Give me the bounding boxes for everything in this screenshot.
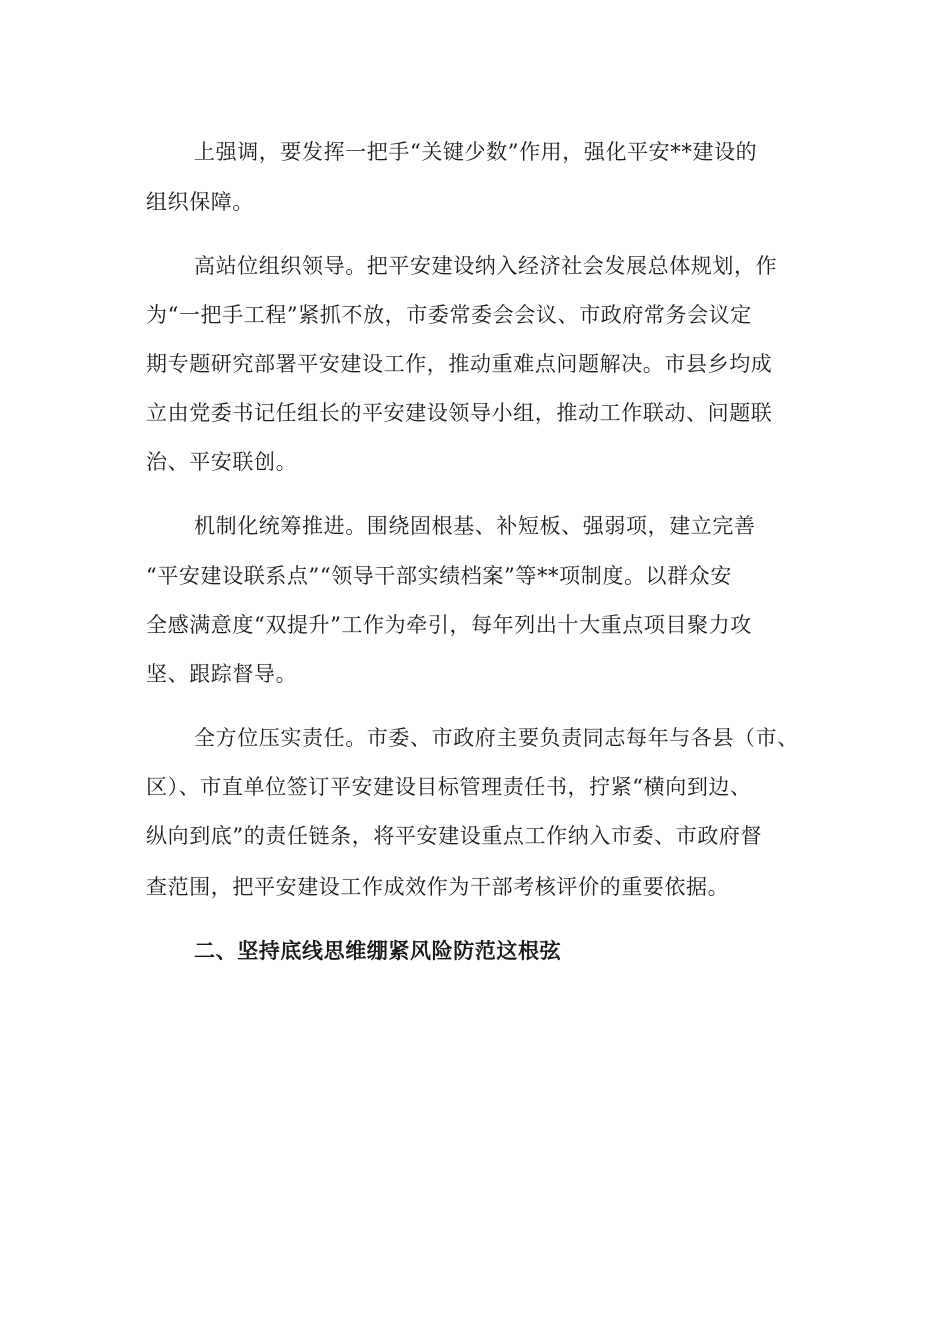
paragraph-4-line-1: 全方位压实责任。市委、市政府主要负责同志每年与各县（市、 [194,726,799,750]
paragraph-4-line-3: 纵向到底”的责任链条，将平安建设重点工作纳入市委、市政府督 [146,824,763,848]
paragraph-3-line-2: “平安建设联系点”“领导干部实绩档案”等**项制度。以群众安 [146,564,732,588]
paragraph-4-line-4: 查范围，把平安建设工作成效作为干部考核评价的重要依据。 [146,875,730,899]
paragraph-1-line-2: 组织保障。 [146,190,254,214]
paragraph-2-line-1: 高站位组织领导。把平安建设纳入经济社会发展总体规划，作 [194,254,778,278]
section-heading: 二、坚持底线思维绷紧风险防范这根弦 [194,939,562,963]
paragraph-1-line-1: 上强调，要发挥一把手“关键少数”作用，强化平安**建设的 [194,140,758,164]
paragraph-3-line-4: 坚、跟踪督导。 [146,662,298,686]
paragraph-2-line-3: 期专题研究部署平安建设工作，推动重难点问题解决。市县乡均成 [146,352,773,376]
paragraph-3-line-1: 机制化统筹推进。围绕固根基、补短板、强弱项，建立完善 [194,514,756,538]
paragraph-2-line-2: 为“一把手工程”紧抓不放，市委常委会会议、市政府常务会议定 [146,303,752,327]
paragraph-2-line-5: 治、平安联创。 [146,450,298,474]
paragraph-3-line-3: 全感满意度“双提升”工作为牵引，每年列出十大重点项目聚力攻 [146,613,752,637]
paragraph-2-line-4: 立由党委书记任组长的平安建设领导小组，推动工作联动、问题联 [146,401,773,425]
paragraph-4-line-2: 区）、市直单位签订平安建设目标管理责任书，拧紧“横向到边、 [146,775,752,799]
